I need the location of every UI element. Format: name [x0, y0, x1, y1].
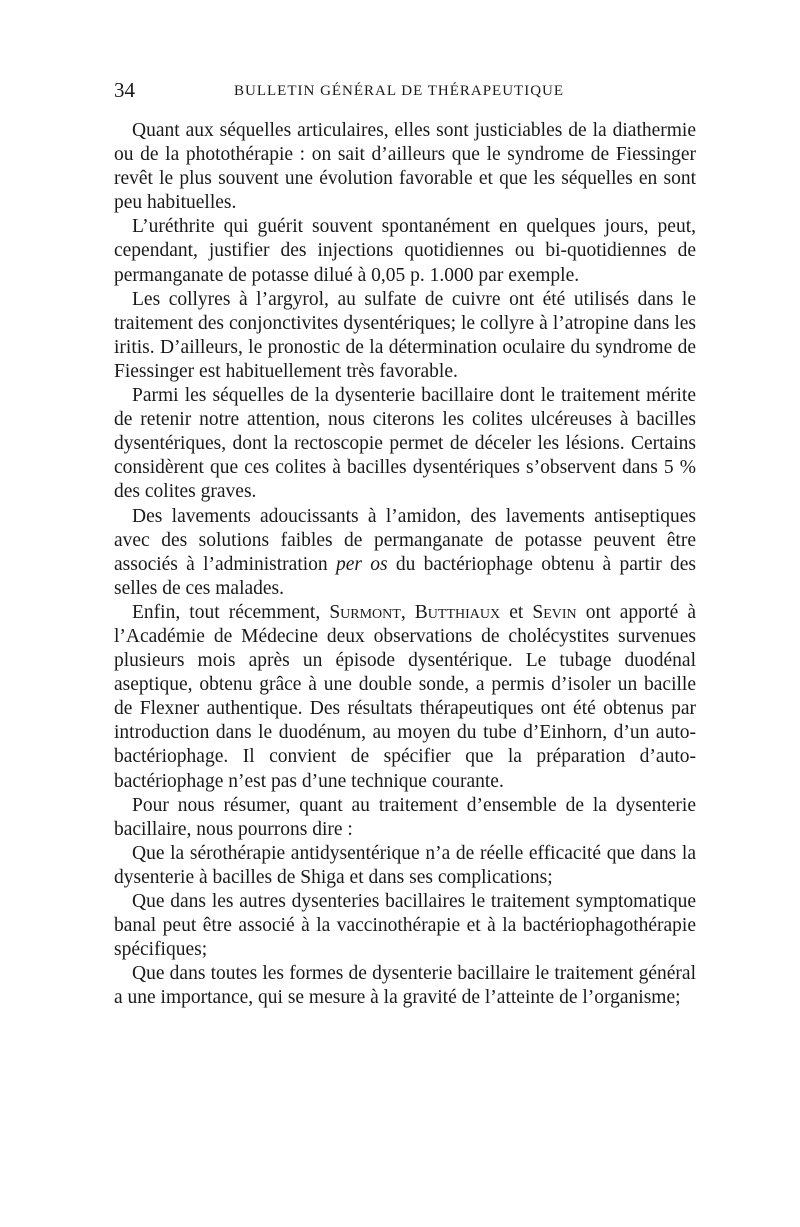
latin-term: per os	[335, 553, 388, 575]
paragraph: Que dans les autres dysenteries bacillaires le traitement symptomatique banal peut être associé à la vaccinothérapie et à la bactériophagothérapie spécifiques;	[114, 891, 696, 961]
paragraph-text: du bactériophage obtenu à partir des selles de ces malades.	[114, 553, 696, 599]
author-name: Butthiaux	[414, 601, 501, 623]
running-header	[114, 78, 696, 102]
body-text	[114, 119, 696, 1010]
paragraph-text: ,	[400, 601, 415, 623]
paragraph: Que dans toutes les formes de dysenterie bacillaire le traitement général a une importance, qui se mesure à la gravité de l’atteinte de l’organisme;	[114, 963, 696, 1009]
journal-title: BULLETIN GÉNÉRAL DE THÉRAPEUTIQUE	[234, 83, 565, 99]
paragraph: L’uréthrite qui guérit souvent spontanément en quelques jours, peut, cependant, justifier des injections quotidiennes ou bi-quotidiennes de permanganate de potasse dilué à 0,05 p. 1.000 par exemple.	[114, 216, 696, 286]
paragraph-text: Enfin, tout récemment,	[132, 601, 330, 623]
paragraph: Les collyres à l’argyrol, au sulfate de cuivre ont été utilisés dans le traitement des conjonctivites dysentériques; le collyre à l’atropine dans les iritis. D’ailleurs, le pronostic de la détermination oculaire du syndrome de Fiessinger est habituellement très favorable.	[114, 288, 696, 382]
paragraph	[114, 601, 696, 794]
paragraph-text: et	[500, 601, 533, 623]
paragraph	[114, 505, 696, 601]
paragraph: Que la sérothérapie antidysentérique n’a de réelle efficacité que dans la dysenterie à bacilles de Shiga et dans ses complications;	[114, 842, 696, 888]
paragraph-text: Des lavements adoucissants à l’amidon, des lavements antiseptiques avec des solutions faibles de permanganate de potasse peuvent être associés à l’administration	[114, 505, 696, 575]
paragraph: Quant aux séquelles articulaires, elles sont justiciables de la diathermie ou de la photothérapie : on sait d’ailleurs que le syndrome de Fiessinger revêt le plus souvent une évolution favorable et que les séquelles en sont peu habituelles.	[114, 120, 696, 214]
page-number: 34	[114, 78, 135, 102]
paragraph: Parmi les séquelles de la dysenterie bacillaire dont le traitement mérite de retenir notre attention, nous citerons les colites ulcéreuses à bacilles dysentériques, dont la rectoscopie permet de déceler les lésions. Certains considèrent que ces colites à bacilles dysentériques s’observent dans 5 % des colites graves.	[114, 385, 696, 503]
author-name: Surmont	[329, 601, 401, 623]
author-name: Sevin	[532, 601, 577, 623]
paragraph-text: ont apporté à l’Académie de Médecine deux observations de cholécystites survenues plusieurs mois après un épisode dysentérique. Le tubage duodénal aseptique, obtenu grâce à une double sonde, a permis d’isoler un bacille de Flexner authentique. Des résultats thérapeutiques ont été obtenus par introduction dans le duodénum, au moyen du tube d’Einhorn, d’un auto-bactériophage. Il convient de spécifier que la préparation d’auto-bactériophage n’est pas d’une technique courante.	[114, 601, 696, 792]
paragraph: Pour nous résumer, quant au traitement d’ensemble de la dysenterie bacillaire, nous pourrons dire :	[114, 794, 696, 840]
